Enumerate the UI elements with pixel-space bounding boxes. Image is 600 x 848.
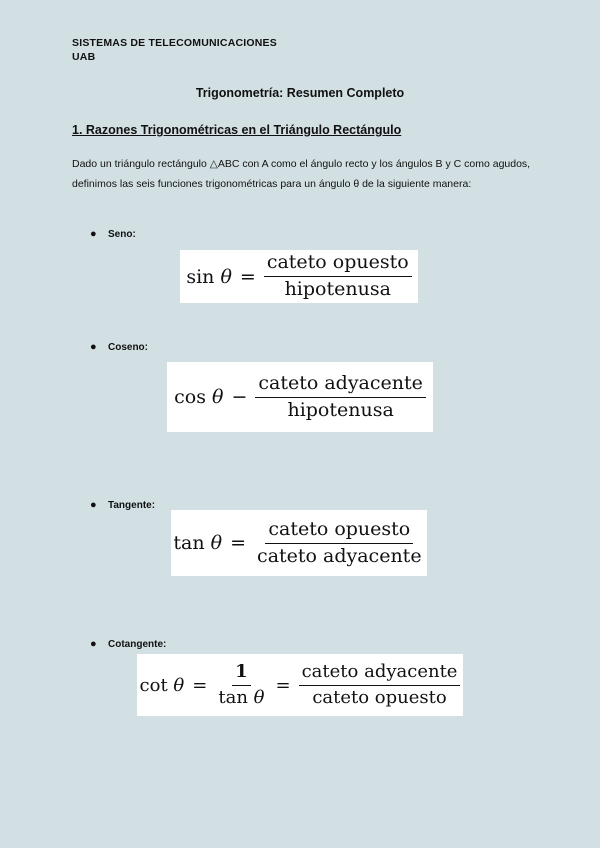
bullet-dot-icon: ● [90,638,97,650]
function-name: tan [218,686,248,708]
bullet-sine [90,228,136,240]
bullet-label: Seno: [108,229,136,240]
numerator: cateto adyacente [255,373,426,398]
equals-sign: = [230,532,247,554]
bullet-cotangent [90,638,166,650]
equals-sign: − [231,386,248,408]
formula-tangent [171,510,427,576]
angle-variable: θ [210,532,223,554]
angle-variable: θ [253,686,265,708]
denominator: hipotenusa [284,278,391,300]
angle-variable: θ [212,386,224,408]
bullet-cosine [90,341,148,353]
document-header [72,36,277,64]
numerator: 1 [232,662,251,686]
fraction [254,519,425,568]
intro-paragraph: Dado un triángulo rectángulo △ABC con A como el ángulo recto y los ángulos B y C como agudos, definimos las seis funciones trigonométricas para un ángulo θ de la siguiente manera: [72,158,531,190]
bullet-tangent [90,499,155,511]
denominator: cateto opuesto [312,686,447,708]
header-institution: UAB [72,51,96,63]
function-name: cos [174,386,206,408]
formula-cotangent [137,654,463,716]
fraction [299,662,461,708]
angle-variable: θ [173,674,185,696]
fraction [264,252,412,301]
numerator: cateto adyacente [299,662,461,686]
denominator: hipotenusa [287,398,394,421]
bullet-dot-icon: ● [90,228,97,240]
bullet-dot-icon: ● [90,341,97,353]
function-name: sin [186,265,215,288]
header-course: SISTEMAS DE TELECOMUNICACIONES [72,37,277,49]
function-name: tan [173,532,205,554]
equals-sign: = [275,674,291,696]
bullet-dot-icon: ● [90,499,97,511]
fraction-reciprocal [215,662,267,708]
bullet-label: Coseno: [108,342,148,353]
formula-sine [180,250,418,303]
function-name: cot [139,674,168,696]
angle-variable: θ [220,265,232,288]
formula-cosine [167,362,433,432]
denominator: cateto adyacente [257,544,422,567]
numerator: cateto opuesto [264,252,412,277]
numerator: cateto opuesto [265,519,413,544]
bullet-label: Tangente: [108,500,156,511]
page-title: Trigonometría: Resumen Completo [195,86,405,100]
equals-sign: = [192,674,208,696]
section-heading: 1. Razones Trigonométricas en el Triángulo Rectángulo [72,123,402,137]
equals-sign: = [239,265,256,288]
bullet-label: Cotangente: [108,639,167,650]
fraction [255,373,426,422]
